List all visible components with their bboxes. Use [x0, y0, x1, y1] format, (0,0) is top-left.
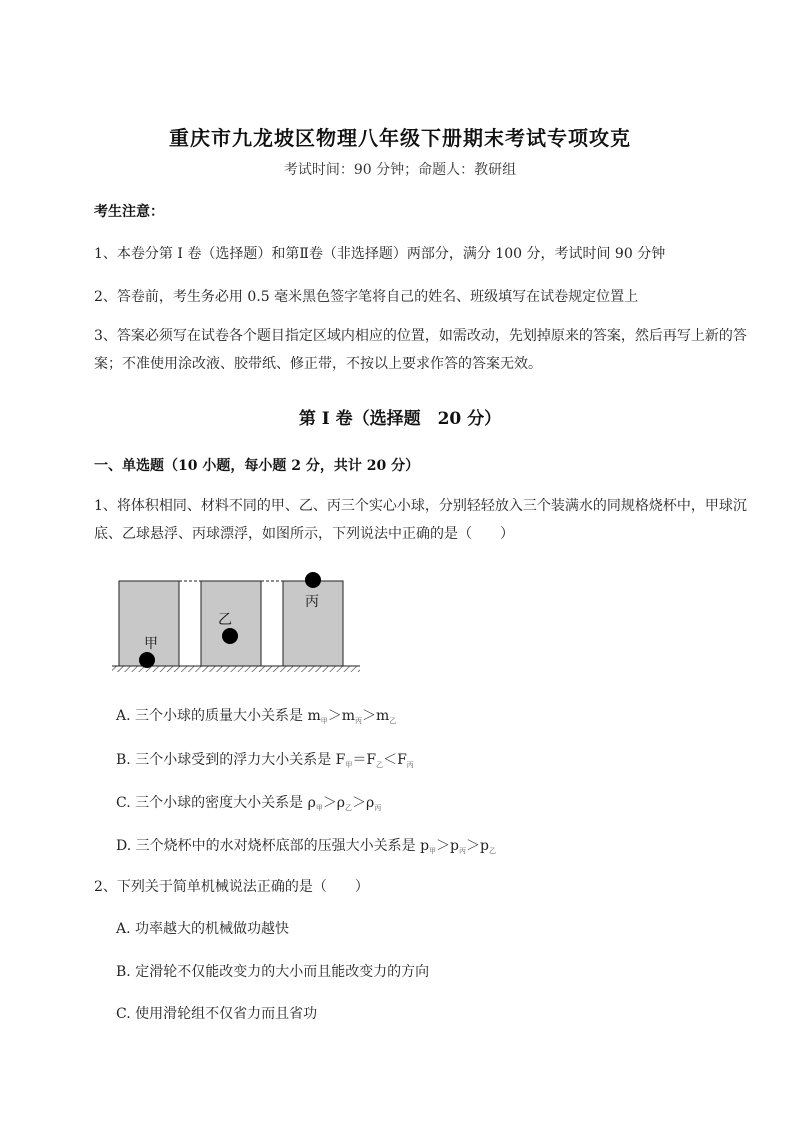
- notice-item-2: 2、答卷前，考生务必用 0.5 毫米黑色签字笔将自己的姓名、班级填写在试卷规定位置上: [94, 289, 639, 305]
- notice-item-3: 3、答案必须写在试卷各个题目指定区域内相应的位置，如需改动，先划掉原来的答案，然后再写上新的答案；不准使用涂改液、胶带纸、修正带，不按以上要求作答的答案无效。: [94, 328, 747, 372]
- label-bing: 丙: [305, 594, 319, 610]
- ball-bing: [305, 572, 321, 588]
- q2-option-c[interactable]: C. 使用滑轮组不仅省力而且省功: [116, 1006, 318, 1022]
- question-1-stem: 1、将体积相同、材料不同的甲、乙、丙三个实心小球，分别轻轻放入三个装满水的同规格烧杯中，甲球沉底、乙球悬浮、丙球漂浮，如图所示，下列说法中正确的是（ ）: [94, 498, 747, 542]
- q2-option-a[interactable]: A. 功率越大的机械做功越快: [116, 921, 290, 937]
- notice-item-1: 1、本卷分第 I 卷（选择题）和第Ⅱ卷（非选择题）两部分，满分 100 分，考试时间 90 分钟: [94, 246, 666, 262]
- label-jia: 甲: [144, 636, 158, 652]
- beaker-figure: [108, 568, 368, 678]
- q1-option-d[interactable]: D. 三个烧杯中的水对烧杯底部的压强大小关系是 $p_甲>p_丙>p_乙$: [116, 838, 496, 855]
- notice-heading: 考生注意：: [94, 204, 164, 220]
- question-2-stem: 2、下列关于简单机械说法正确的是（ ）: [94, 879, 369, 895]
- part-heading: 一、单选题（10 小题，每小题 2 分，共计 20 分）: [94, 458, 420, 474]
- q1-option-b[interactable]: B. 三个小球受到的浮力大小关系是 $F_甲=F_乙<F_丙$: [116, 752, 414, 769]
- page-title: 重庆市九龙坡区物理八年级下册期末考试专项攻克: [169, 126, 631, 150]
- q2-option-b[interactable]: B. 定滑轮不仅能改变力的大小而且能改变力的方向: [116, 964, 430, 980]
- ball-jia: [139, 652, 155, 668]
- section-title: 第 I 卷（选择题 20 分）: [298, 409, 502, 429]
- exam-info: 考试时间：90 分钟；命题人：教研组: [283, 162, 517, 178]
- q1-option-a[interactable]: A. 三个小球的质量大小关系是 $m_甲>m_丙>m_乙$: [116, 708, 397, 725]
- q1-option-c[interactable]: C. 三个小球的密度大小关系是 $\rho_甲>\rho_乙>\rho_丙$: [116, 795, 382, 812]
- ball-yi: [222, 628, 238, 644]
- label-yi: 乙: [218, 612, 232, 628]
